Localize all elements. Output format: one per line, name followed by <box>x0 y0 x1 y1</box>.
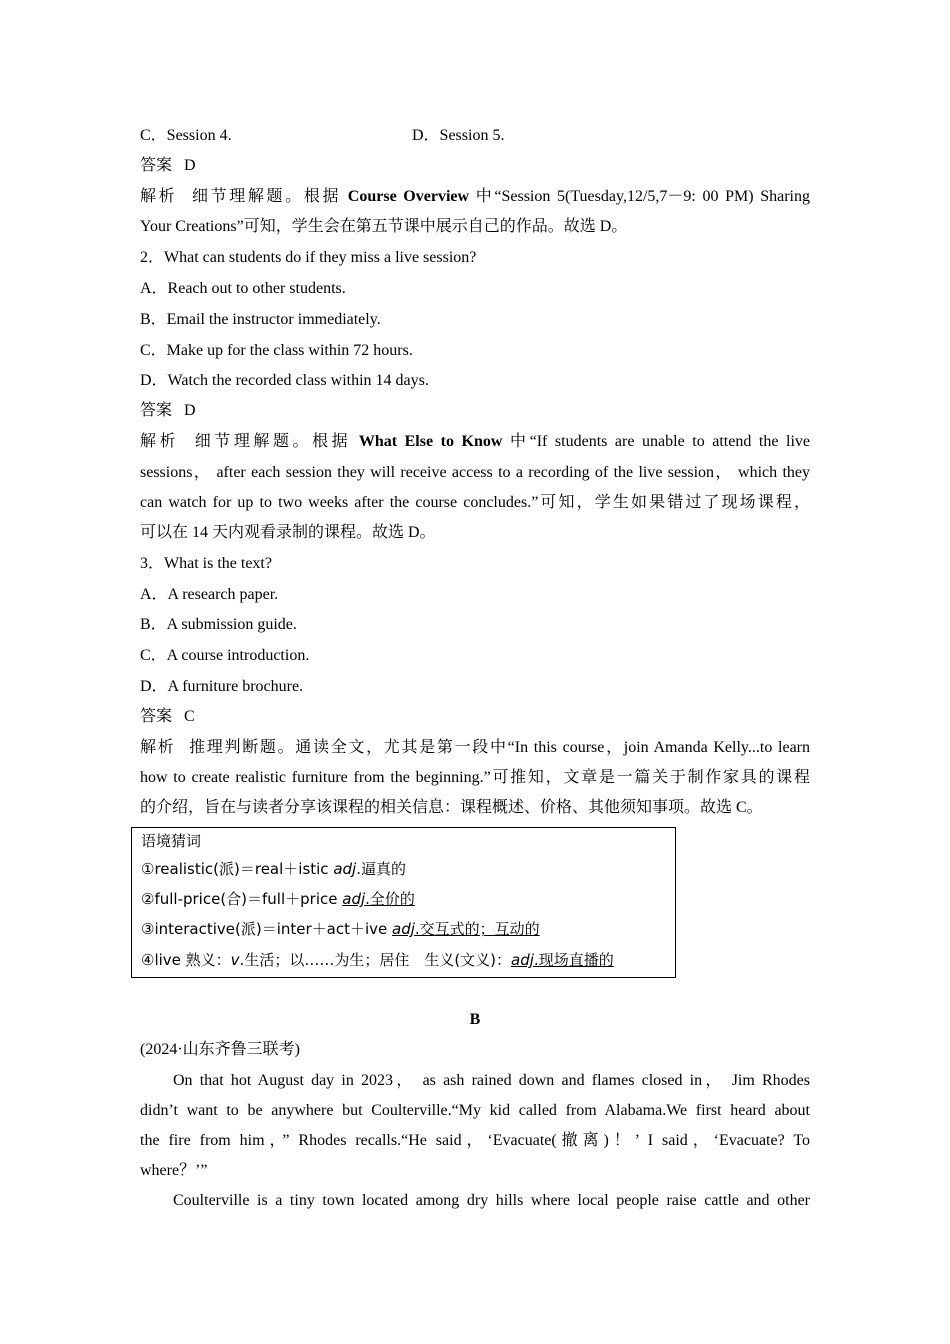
answer-1 <box>140 156 196 176</box>
vocab-pos: adj <box>342 890 366 908</box>
source-label: (2024·山东齐鲁三联考) <box>140 1041 300 1058</box>
analysis-label: 解析 <box>140 188 178 205</box>
vocab-term: ①realistic(派)＝real＋istic <box>141 860 334 878</box>
paragraph-1-line-3: the fire from him，” Rhodes recalls.“He said，‘Evacuate(撤离)！’ I said，‘Evacuate? To <box>140 1132 810 1149</box>
analysis-2-line-4: 可以在 14 天内观看录制的课程。故选 D。 <box>140 524 436 541</box>
paragraph-1-line-1: On that hot August day in 2023， as ash rained down and flames closed in， Jim Rhodes <box>173 1072 810 1089</box>
q3-option-d: D．A furniture brochure. <box>140 678 304 695</box>
analysis-text: 细节理解题。根据 <box>191 188 342 205</box>
analysis-3-line-3: 的介绍，旨在与读者分享该课程的相关信息：课程概述、价格、其他须知事项。故选 C。 <box>140 799 763 816</box>
q3-option-a: A．A research paper. <box>140 586 279 603</box>
question-3: 3．What is the text? <box>140 555 272 572</box>
section-heading: B <box>469 1011 481 1028</box>
vocab-pos: adj <box>511 951 534 969</box>
vocab-item-4 <box>141 950 614 970</box>
vocab-term: ④live 熟义： <box>141 951 231 969</box>
vocab-box <box>131 827 676 978</box>
analysis-2-line-1 <box>140 432 810 452</box>
vocab-meaning: .全价的 <box>365 890 415 908</box>
paragraph-2-line-1: Coulterville is a tiny town located among dry hills where local people raise cattle and other <box>173 1192 810 1209</box>
paragraph-1-line-2: didn’t want to be anywhere but Coulterville.“My kid called from Alabama.We first heard about <box>140 1102 810 1119</box>
q2-option-c: C．Make up for the class within 72 hours. <box>140 342 413 359</box>
vocab-pos: adj <box>333 860 357 878</box>
analysis-text: 中“Session 5(Tuesday,12/5,7－9: 00 PM) Sharing <box>475 188 810 205</box>
analysis-1-line-1 <box>140 187 810 207</box>
answer-3 <box>140 707 195 727</box>
analysis-text: 中“If students are unable to attend the live <box>510 433 811 450</box>
vocab-term: ②full-price(合)＝full＋price <box>141 890 343 908</box>
question-2: 2．What can students do if they miss a live session? <box>140 249 477 266</box>
vocab-meaning: .现场直播的 <box>533 951 614 969</box>
vocab-pos: adj <box>392 920 415 938</box>
analysis-label: 解析 <box>140 739 176 756</box>
vocab-title: 语境猜词 <box>141 832 202 850</box>
answer-value: C <box>184 708 195 725</box>
answer-2 <box>140 401 196 421</box>
q2-option-a: A．Reach out to other students. <box>140 280 346 297</box>
analysis-text: 细节理解题。根据 <box>194 433 352 450</box>
analysis-label: 解析 <box>140 433 180 450</box>
analysis-2-line-3: can watch for up to two weeks after the course concludes.”可知，学生如果错过了现场课程， <box>140 494 810 511</box>
paragraph-1-line-4: where？’” <box>140 1162 208 1179</box>
vocab-pos: v <box>230 951 240 969</box>
q2-option-b: B．Email the instructor immediately. <box>140 311 381 328</box>
q3-option-c: C．A course introduction. <box>140 647 310 664</box>
option-c: C．Session 4. <box>140 127 232 144</box>
vocab-item-1 <box>141 859 406 879</box>
answer-value: D <box>184 157 196 174</box>
analysis-3-line-1 <box>140 738 810 758</box>
q2-option-d: D．Watch the recorded class within 14 days. <box>140 372 429 389</box>
analysis-bold-term: Course Overview <box>347 188 470 205</box>
answer-label: 答案 <box>140 402 173 419</box>
answer-label: 答案 <box>140 708 173 725</box>
answer-value: D <box>184 402 196 419</box>
analysis-3-line-2: how to create realistic furniture from the beginning.”可推知，文章是一篇关于制作家具的课程 <box>140 769 810 786</box>
option-d: D．Session 5. <box>412 127 505 144</box>
answer-label: 答案 <box>140 157 173 174</box>
vocab-term: ③interactive(派)＝inter＋act＋ive <box>141 920 393 938</box>
vocab-meaning: .逼真的 <box>356 860 406 878</box>
vocab-meaning: .生活；以……为生；居住 生义(文义)： <box>239 951 512 969</box>
analysis-2-line-2: sessions， after each session they will receive access to a recording of the live session， which they <box>140 464 810 481</box>
analysis-1-line-2: Your Creations”可知，学生会在第五节课中展示自己的作品。故选 D。 <box>140 218 628 235</box>
vocab-item-3 <box>141 919 540 939</box>
vocab-item-2 <box>141 889 415 909</box>
analysis-bold-term: What Else to Know <box>358 433 503 450</box>
vocab-meaning: .交互式的；互动的 <box>414 920 540 938</box>
q3-option-b: B．A submission guide. <box>140 616 297 633</box>
analysis-text: 推理判断题。通读全文，尤其是第一段中“In this course，join Amanda Kelly...to learn <box>189 739 810 756</box>
